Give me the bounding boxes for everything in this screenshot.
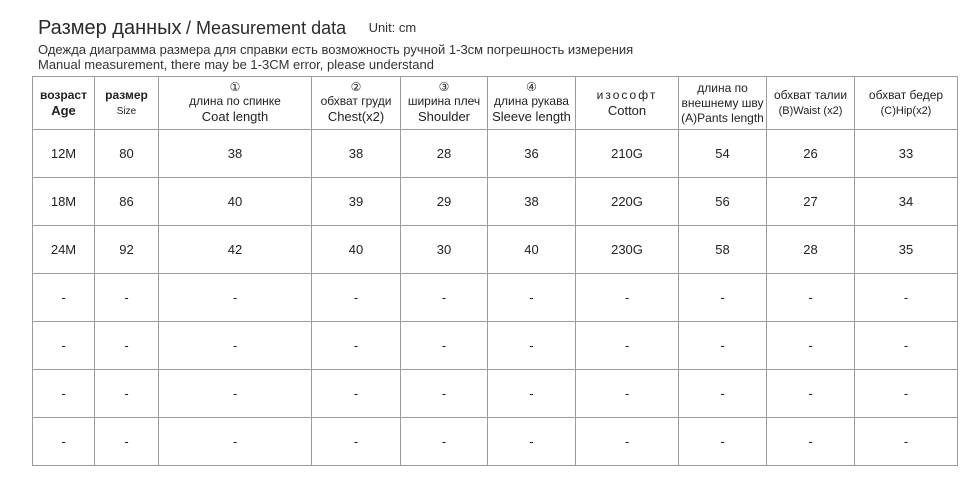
column-header-hip <box>855 77 958 130</box>
column-header-en: Size <box>116 105 137 117</box>
column-number-mark: ② <box>350 80 362 94</box>
cell-sleeve-length: 40 <box>488 226 576 274</box>
cell-age: - <box>33 322 95 370</box>
column-header-ru: длина по спинке <box>189 94 281 108</box>
cell-hip: - <box>855 322 958 370</box>
cell-chest: 40 <box>312 226 401 274</box>
cell-cotton: 220G <box>576 178 679 226</box>
cell-cotton: - <box>576 418 679 466</box>
column-header-sleeve-length <box>488 77 576 130</box>
cell-waist: - <box>767 370 855 418</box>
cell-waist: - <box>767 418 855 466</box>
cell-cotton: - <box>576 322 679 370</box>
cell-pants-length: 56 <box>679 178 767 226</box>
cell-hip: 34 <box>855 178 958 226</box>
header-row <box>33 77 958 130</box>
cell-size: 92 <box>95 226 159 274</box>
cell-size: - <box>95 274 159 322</box>
table-row <box>33 274 958 322</box>
column-header-ru: ширина плеч <box>407 94 481 108</box>
cell-hip: 33 <box>855 130 958 178</box>
column-header-en: Cotton <box>607 102 647 118</box>
column-header-en: Coat length <box>201 109 269 124</box>
column-header-ru: изософт <box>596 87 658 102</box>
column-header-coat-length <box>159 77 312 130</box>
cell-coat-length: 42 <box>159 226 312 274</box>
cell-cotton: - <box>576 370 679 418</box>
column-header-age <box>33 77 95 130</box>
cell-size: 80 <box>95 130 159 178</box>
cell-shoulder: - <box>401 274 488 322</box>
cell-sleeve-length: - <box>488 418 576 466</box>
title-russian: Размер данных <box>38 17 182 39</box>
table-row <box>33 178 958 226</box>
cell-chest: - <box>312 418 401 466</box>
column-number-mark: ① <box>229 80 241 94</box>
column-header-size <box>95 77 159 130</box>
column-header-pants-length <box>679 77 767 130</box>
cell-pants-length: - <box>679 274 767 322</box>
cell-waist: 27 <box>767 178 855 226</box>
cell-sleeve-length: - <box>488 322 576 370</box>
cell-hip: 35 <box>855 226 958 274</box>
cell-pants-length: 58 <box>679 226 767 274</box>
column-header-ru: возраст <box>40 87 87 102</box>
cell-shoulder: - <box>401 322 488 370</box>
column-header-cotton <box>576 77 679 130</box>
note-english: Manual measurement, there may be 1-3CM error, please understand <box>38 57 434 72</box>
cell-cotton: 210G <box>576 130 679 178</box>
column-header-ru: длина рукава <box>494 94 569 108</box>
title-english: / Measurement data <box>186 18 347 38</box>
cell-pants-length: 54 <box>679 130 767 178</box>
page-title <box>38 17 416 41</box>
cell-coat-length: - <box>159 370 312 418</box>
cell-age: - <box>33 274 95 322</box>
cell-size: 86 <box>95 178 159 226</box>
cell-size: - <box>95 370 159 418</box>
column-header-ru: длина по внешнему шву <box>681 80 764 110</box>
column-header-chest <box>312 77 401 130</box>
column-header-ru: размер <box>105 87 148 102</box>
column-header-waist <box>767 77 855 130</box>
cell-age: 12M <box>33 130 95 178</box>
cell-chest: - <box>312 322 401 370</box>
size-chart-table <box>32 76 958 466</box>
cell-chest: 39 <box>312 178 401 226</box>
cell-coat-length: - <box>159 418 312 466</box>
column-header-en: (B)Waist (x2) <box>778 104 843 117</box>
cell-cotton: 230G <box>576 226 679 274</box>
cell-shoulder: 30 <box>401 226 488 274</box>
cell-pants-length: - <box>679 370 767 418</box>
cell-cotton: - <box>576 274 679 322</box>
cell-chest: - <box>312 370 401 418</box>
unit-label: Unit: cm <box>368 20 417 35</box>
column-number-mark: ④ <box>526 80 537 94</box>
cell-chest: - <box>312 274 401 322</box>
cell-shoulder: 29 <box>401 178 488 226</box>
cell-chest: 38 <box>312 130 401 178</box>
note-russian: Одежда диаграмма размера для справки есть возможность ручной 1-3см погрешность измерения <box>38 42 634 57</box>
cell-waist: 26 <box>767 130 855 178</box>
cell-sleeve-length: - <box>488 370 576 418</box>
cell-sleeve-length: - <box>488 274 576 322</box>
cell-sleeve-length: 36 <box>488 130 576 178</box>
column-header-en: Sleeve length <box>492 109 571 124</box>
column-header-ru: обхват бедер <box>868 87 944 102</box>
cell-sleeve-length: 38 <box>488 178 576 226</box>
cell-coat-length: 40 <box>159 178 312 226</box>
cell-age: - <box>33 418 95 466</box>
table-row <box>33 322 958 370</box>
cell-hip: - <box>855 370 958 418</box>
table-row <box>33 130 958 178</box>
cell-pants-length: - <box>679 418 767 466</box>
column-header-en: (A)Pants length <box>681 110 764 125</box>
column-number-mark: ③ <box>438 80 450 94</box>
cell-age: - <box>33 370 95 418</box>
cell-waist: 28 <box>767 226 855 274</box>
cell-coat-length: - <box>159 274 312 322</box>
column-header-ru: обхват талии <box>773 87 848 102</box>
cell-waist: - <box>767 274 855 322</box>
cell-waist: - <box>767 322 855 370</box>
column-header-en: Age <box>51 102 76 118</box>
column-header-shoulder <box>401 77 488 130</box>
cell-hip: - <box>855 274 958 322</box>
table-row <box>33 418 958 466</box>
cell-size: - <box>95 322 159 370</box>
cell-coat-length: - <box>159 322 312 370</box>
cell-age: 24M <box>33 226 95 274</box>
table-row <box>33 370 958 418</box>
table-row <box>33 226 958 274</box>
cell-size: - <box>95 418 159 466</box>
cell-pants-length: - <box>679 322 767 370</box>
column-header-en: Shoulder <box>417 109 471 124</box>
cell-shoulder: - <box>401 418 488 466</box>
cell-shoulder: 28 <box>401 130 488 178</box>
cell-coat-length: 38 <box>159 130 312 178</box>
cell-age: 18M <box>33 178 95 226</box>
cell-shoulder: - <box>401 370 488 418</box>
column-header-ru: обхват груди <box>320 94 392 108</box>
cell-hip: - <box>855 418 958 466</box>
table-body <box>33 130 958 466</box>
column-header-en: (C)Hip(x2) <box>880 104 932 117</box>
column-header-en: Chest(x2) <box>327 109 385 124</box>
